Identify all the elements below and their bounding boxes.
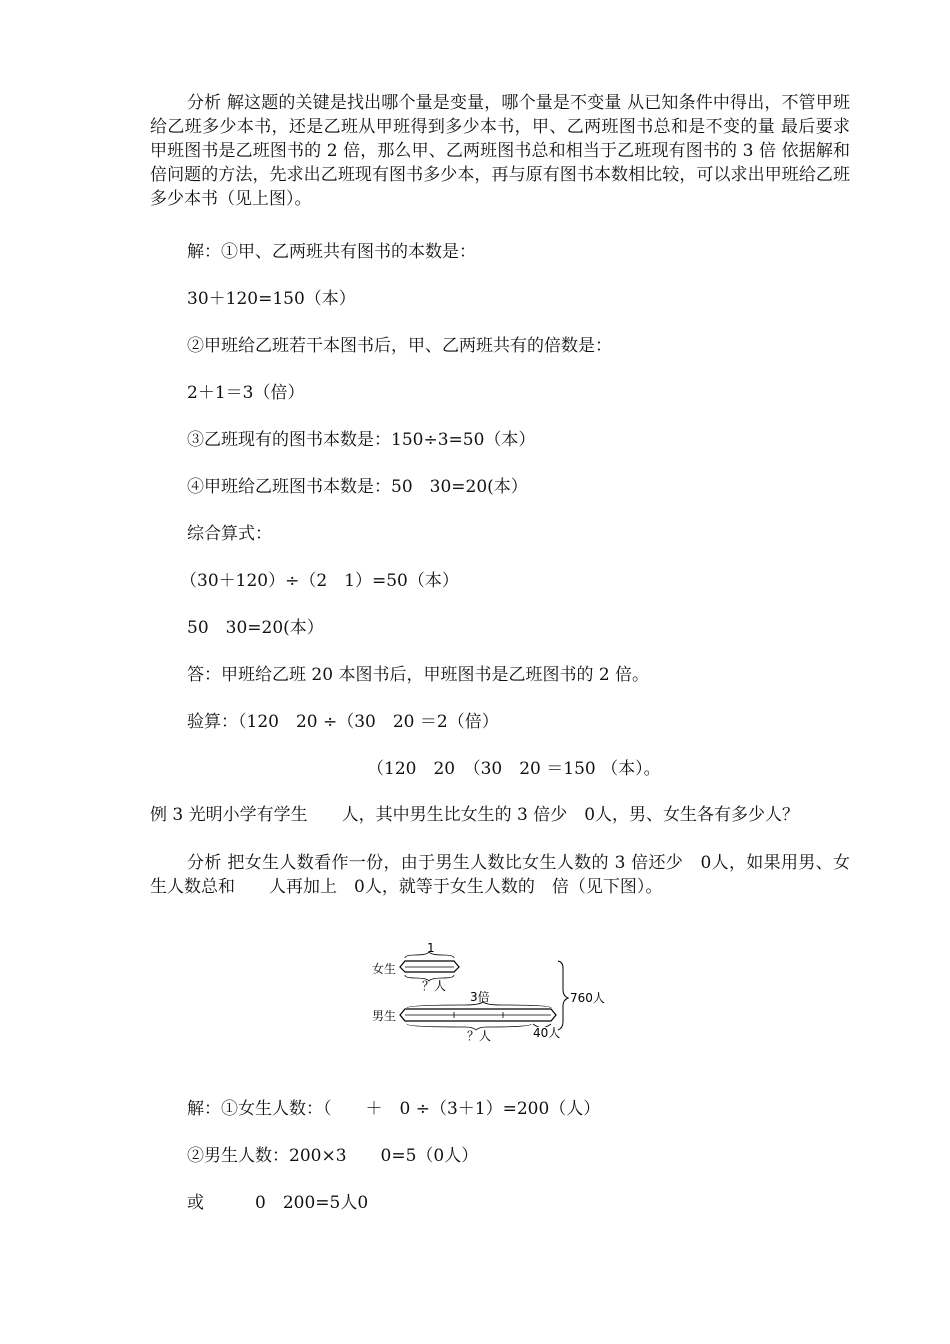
combined-formula-2: 50 30=20(本）	[187, 618, 324, 638]
example-3-question: 例 3 光明小学有学生 人，其中男生比女生的 3 倍少 0人，男、女生各有多少人？	[150, 805, 800, 825]
solution-step-1: 30＋120=150（本）	[187, 289, 356, 309]
girls-unknown-label: ？人	[422, 979, 447, 993]
total-label: 760人	[570, 991, 605, 1005]
solution-step-4: ④甲班给乙班图书本数是：50 30=20(本）	[187, 477, 528, 497]
analysis-paragraph-1: 分析 解这题的关键是找出哪个量是变量，哪个量是不变量 从已知条件中得出，不管甲班给乙班多少本书，还是乙班从甲班得到多少本书，甲、乙两班图书总和是不变的量 最后要求甲班图书是乙班图书的 2 倍，那么甲、乙两班图书总和相当于乙班现有图书的 3 倍 依据解和倍问题的方法，先求出乙班现有图书多少本，再与原有图书本数相比较，可以求出甲班给乙班多少本书（见上图）。	[150, 93, 850, 209]
solution-step-2-calc: 2＋1＝3（倍）	[187, 383, 305, 403]
girls-top-brace	[405, 952, 454, 958]
forty-label: 40人	[533, 1026, 561, 1040]
solution-intro: 解：①甲、乙两班共有图书的本数是：	[187, 242, 476, 262]
solution-step-3: ③乙班现有的图书本数是：150÷3=50（本）	[187, 430, 536, 450]
solution-3-alternative: 或 0 200=5人0	[187, 1193, 369, 1213]
combined-formula-1: （30＋120）÷（2 1）=50（本）	[180, 571, 459, 591]
boys-label: 男生	[372, 1009, 397, 1023]
check-line-1: 验算：（120 20 ÷（30 20 ＝2（倍）	[187, 712, 499, 732]
total-brace	[558, 961, 568, 1030]
answer-line: 答：甲班给乙班 20 本图书后，甲班图书是乙班图书的 2 倍。	[187, 665, 650, 685]
combined-formula-label: 综合算式：	[187, 524, 272, 544]
boys-unknown-label: ？人	[467, 1029, 492, 1043]
one-part-label: 1	[427, 941, 435, 955]
line-segment-diagram	[355, 938, 615, 1048]
three-times-label: 3倍	[470, 990, 490, 1004]
solution-3-step-1: 解：①女生人数：（ ＋ 0 ÷（3＋1）=200（人）	[187, 1099, 601, 1119]
solution-3-step-2: ②男生人数：200×3 0=5（0人）	[187, 1146, 479, 1166]
analysis-paragraph-2: 分析 把女生人数看作一份，由于男生人数比女生人数的 3 倍还少 0人，如果用男、女生人数总和 人再加上 0人，就等于女生人数的 倍（见下图）。	[150, 853, 850, 897]
girls-label: 女生	[372, 962, 397, 976]
girls-bar	[400, 961, 459, 972]
check-line-2: （120 20 （30 20 ＝150 （本）。	[367, 759, 661, 779]
solution-step-2: ②甲班给乙班若干本图书后，甲、乙两班共有的倍数是：	[187, 336, 612, 356]
